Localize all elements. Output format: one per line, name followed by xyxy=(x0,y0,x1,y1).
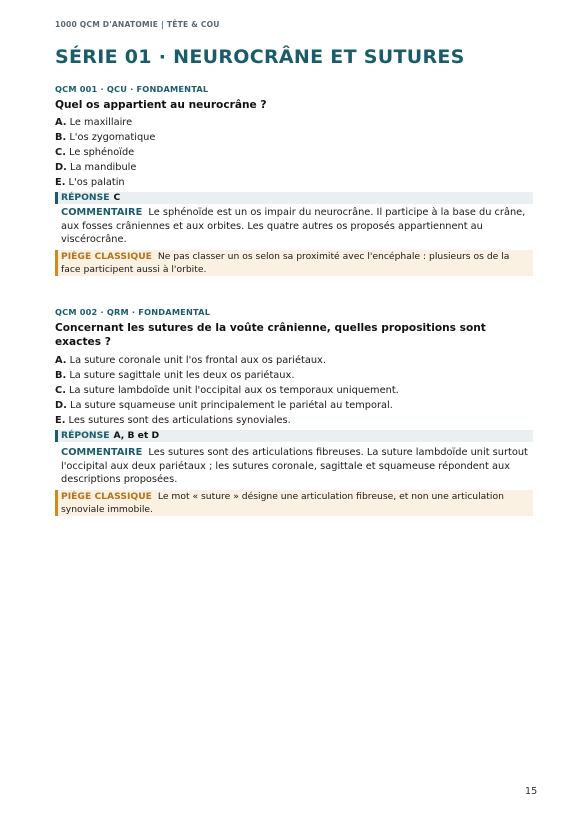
running-head: 1000 QCM D'ANATOMIE | TÊTE & COU xyxy=(55,20,220,29)
question-block xyxy=(55,84,533,276)
option-letter: E. xyxy=(55,177,66,188)
question-stem: Quel os appartient au neurocrâne ? xyxy=(55,99,267,111)
question-block xyxy=(55,307,533,516)
trap-label: PIÈGE CLASSIQUE xyxy=(61,490,152,502)
answer-value: A, B et D xyxy=(113,430,160,441)
trap-label: PIÈGE CLASSIQUE xyxy=(61,250,152,262)
option-letter: A. xyxy=(55,117,67,128)
trap-text: Le mot « suture » désigne une articulation fibreuse, et non une articulation synoviale immobile. xyxy=(61,490,504,515)
option-text: La suture sagittale unit les deux os pariétaux. xyxy=(69,370,295,381)
option-letter: A. xyxy=(55,355,67,366)
option-e xyxy=(55,175,533,190)
option-letter: C. xyxy=(55,147,66,158)
option-list xyxy=(55,115,533,190)
option-c xyxy=(55,383,533,398)
option-b xyxy=(55,130,533,145)
option-text: Les sutures sont des articulations synoviales. xyxy=(68,415,291,426)
comment-text: Les sutures sont des articulations fibreuses. La suture lambdoïde unit surtout l'occipital aux deux pariétaux ; les sutures coronale, sagittale et squameuse répondent aux descriptions proposées. xyxy=(61,447,528,485)
option-d xyxy=(55,398,533,413)
option-letter: D. xyxy=(55,400,67,411)
trap-box xyxy=(55,250,533,276)
comment xyxy=(55,446,533,487)
answer-bar xyxy=(55,430,533,442)
option-text: La suture squameuse unit principalement le pariétal au temporal. xyxy=(69,400,393,411)
option-text: La mandibule xyxy=(69,162,137,173)
trap-text: Ne pas classer un os selon sa proximité avec l'encéphale : plusieurs os de la face participent aussi à l'orbite. xyxy=(61,250,510,275)
option-letter: B. xyxy=(55,370,67,381)
option-letter: B. xyxy=(55,132,67,143)
option-text: L'os zygomatique xyxy=(69,132,156,143)
answer-bar xyxy=(55,192,533,204)
comment-label: COMMENTAIRE xyxy=(61,447,143,458)
option-text: L'os palatin xyxy=(68,177,125,188)
option-c xyxy=(55,145,533,160)
option-text: La suture lambdoïde unit l'occipital aux os temporaux uniquement. xyxy=(69,385,399,396)
option-letter: C. xyxy=(55,385,66,396)
answer-label: RÉPONSE xyxy=(61,192,110,203)
answer-label: RÉPONSE xyxy=(61,430,110,441)
question-meta: QCM 001 · QCU · FONDAMENTAL xyxy=(55,84,209,94)
question-meta: QCM 002 · QRM · FONDAMENTAL xyxy=(55,307,211,317)
option-text: Le maxillaire xyxy=(69,117,133,128)
option-text: Le sphénoïde xyxy=(69,147,135,158)
series-title: SÉRIE 01 · NEUROCRÂNE ET SUTURES xyxy=(55,46,465,68)
option-letter: E. xyxy=(55,415,66,426)
option-letter: D. xyxy=(55,162,67,173)
trap-box xyxy=(55,490,533,516)
page-number: 15 xyxy=(525,786,538,797)
option-text: La suture coronale unit l'os frontal aux os pariétaux. xyxy=(69,355,326,366)
comment-text: Le sphénoïde est un os impair du neurocrâne. Il participe à la base du crâne, aux fosses crâniennes et aux orbites. Les quatre autres os proposés appartiennent au viscérocrâne. xyxy=(61,207,526,245)
comment-label: COMMENTAIRE xyxy=(61,207,143,218)
option-e xyxy=(55,413,533,428)
answer-value: C xyxy=(113,192,121,203)
option-d xyxy=(55,160,533,175)
option-b xyxy=(55,368,533,383)
question-stem: Concernant les sutures de la voûte crânienne, quelles propositions sont exactes ? xyxy=(55,322,486,348)
option-a xyxy=(55,353,533,368)
comment xyxy=(55,206,533,247)
option-a xyxy=(55,115,533,130)
option-list xyxy=(55,353,533,428)
